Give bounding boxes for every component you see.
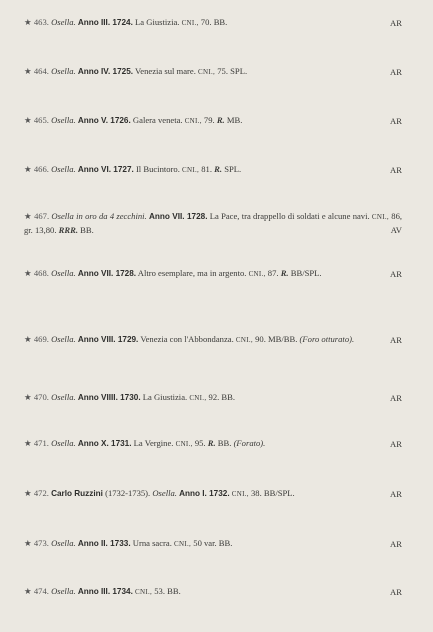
lot-metal: AR bbox=[390, 439, 402, 449]
lot-denomination: Osella in oro da 4 zecchini. bbox=[51, 211, 147, 221]
lot-note: (Foro otturato). bbox=[299, 334, 355, 344]
lot-year: Anno V. 1726. bbox=[77, 116, 131, 125]
lot-catalog-ref: CNI., bbox=[248, 270, 266, 278]
lot-number: ★ 466. bbox=[24, 164, 49, 174]
lot-472 bbox=[24, 487, 402, 501]
lot-rarity: R. bbox=[214, 164, 223, 174]
lot-metal: AR bbox=[390, 393, 402, 403]
lot-denomination: Osella. bbox=[51, 115, 76, 125]
lot-rarity: R. bbox=[280, 268, 289, 278]
lot-reference: 95. bbox=[194, 438, 206, 448]
lot-year: Anno VII. 1728. bbox=[77, 269, 137, 278]
lot-metal: AR bbox=[390, 18, 402, 28]
lot-catalog-ref: CNI., bbox=[135, 588, 153, 596]
lot-catalog-ref: CNI., bbox=[184, 117, 202, 125]
lot-denomination: Osella. bbox=[51, 538, 76, 548]
lot-metal: AR bbox=[390, 335, 402, 345]
lot-471 bbox=[24, 437, 402, 451]
lot-denomination: Osella. bbox=[51, 66, 76, 76]
lot-reference: 81. bbox=[201, 164, 212, 174]
lot-number: ★ 463. bbox=[24, 17, 49, 27]
lot-reference: 70. BB. bbox=[200, 17, 228, 27]
lot-catalog-ref: CNI., bbox=[198, 68, 216, 76]
lot-ruler: Carlo Ruzzini bbox=[51, 489, 103, 498]
lot-year: Anno I. 1732. bbox=[179, 489, 230, 498]
lot-denomination: Osella. bbox=[51, 17, 76, 27]
lot-reference: 86, gr. 13,80. bbox=[24, 211, 403, 235]
lot-467 bbox=[24, 210, 402, 237]
lot-metal: AR bbox=[390, 116, 402, 126]
lot-metal: AR bbox=[390, 539, 402, 549]
lot-grade: BB. bbox=[217, 438, 232, 448]
lot-463 bbox=[24, 16, 402, 30]
lot-number: ★ 474. bbox=[24, 586, 49, 596]
lot-metal: AV bbox=[390, 225, 402, 235]
lot-catalog-ref: CNI., bbox=[174, 540, 192, 548]
lot-466 bbox=[24, 163, 402, 177]
lot-denomination: Osella. bbox=[51, 164, 76, 174]
lot-denomination: Osella. bbox=[51, 392, 76, 402]
lot-description: La Pace, tra drappello di soldati e alcune navi. bbox=[209, 211, 370, 221]
lot-number: ★ 464. bbox=[24, 66, 49, 76]
lot-denomination: Osella. bbox=[51, 334, 76, 344]
lot-metal: AR bbox=[390, 165, 402, 175]
lot-reference: 79. bbox=[203, 115, 215, 125]
lot-description: La Vergine. bbox=[133, 438, 174, 448]
lot-year: Anno VIII. 1729. bbox=[77, 335, 139, 344]
lot-ruler-dates: (1732-1735). bbox=[105, 488, 151, 498]
lot-year: Anno VII. 1728. bbox=[148, 212, 208, 221]
lot-catalog-ref: CNI., bbox=[182, 166, 200, 174]
lot-metal: AR bbox=[390, 489, 402, 499]
lot-metal: AR bbox=[390, 67, 402, 77]
lot-catalog-ref: CNI., bbox=[175, 440, 193, 448]
lot-catalog-ref: CNI., bbox=[189, 394, 207, 402]
lot-reference: 38. BB/SPL. bbox=[250, 488, 295, 498]
lot-denomination: Osella. bbox=[51, 586, 76, 596]
lot-reference: 53. BB. bbox=[154, 586, 181, 596]
lot-grade: MB. bbox=[226, 115, 243, 125]
lot-description: Galera veneta. bbox=[132, 115, 183, 125]
lot-denomination: Osella. bbox=[51, 268, 76, 278]
lot-year: Anno II. 1733. bbox=[77, 539, 131, 548]
lot-rarity: R. bbox=[207, 438, 216, 448]
lot-denomination: Osella. bbox=[152, 488, 177, 498]
lot-number: ★ 472. bbox=[24, 488, 49, 498]
lot-description: Altro esemplare, ma in argento. bbox=[137, 268, 247, 278]
lot-number: ★ 473. bbox=[24, 538, 49, 548]
lot-464 bbox=[24, 65, 402, 79]
lot-description: Venezia con l'Abbondanza. bbox=[140, 334, 234, 344]
lot-reference: 92. BB. bbox=[208, 392, 236, 402]
lot-year: Anno VIIII. 1730. bbox=[77, 393, 141, 402]
lot-description: Il Bucintoro. bbox=[135, 164, 180, 174]
lot-year: Anno III. 1734. bbox=[77, 587, 133, 596]
lot-number: ★ 468. bbox=[24, 268, 49, 278]
lot-number: ★ 471. bbox=[24, 438, 49, 448]
lot-rarity: RRR. bbox=[58, 225, 78, 235]
lot-465 bbox=[24, 114, 402, 128]
lot-description: La Giustizia. bbox=[135, 17, 180, 27]
lot-number: ★ 467. bbox=[24, 211, 50, 221]
lot-metal: AR bbox=[390, 269, 402, 279]
lot-metal: AR bbox=[390, 587, 402, 597]
lot-468 bbox=[24, 267, 402, 281]
lot-reference: 87. bbox=[267, 268, 279, 278]
lot-catalog-ref: CNI., bbox=[371, 213, 389, 221]
lot-catalog-ref: CNI., bbox=[235, 336, 253, 344]
lot-denomination: Osella. bbox=[51, 438, 76, 448]
lot-reference: 90. MB/BB. bbox=[255, 334, 298, 344]
lot-year: Anno VI. 1727. bbox=[77, 165, 134, 174]
lot-grade: BB/SPL. bbox=[290, 268, 322, 278]
lot-number: ★ 470. bbox=[24, 392, 49, 402]
lot-grade: SPL. bbox=[224, 164, 242, 174]
lot-description: Venezia sul mare. bbox=[135, 66, 196, 76]
lot-rarity: R. bbox=[216, 115, 225, 125]
lot-year: Anno III. 1724. bbox=[77, 18, 133, 27]
lot-469 bbox=[24, 333, 402, 347]
lot-catalog-ref: CNI., bbox=[181, 19, 199, 27]
lot-year: Anno IV. 1725. bbox=[77, 67, 134, 76]
lot-470 bbox=[24, 391, 402, 405]
lot-catalog-ref: CNI., bbox=[231, 490, 249, 498]
lot-note: (Forato). bbox=[233, 438, 266, 448]
lot-473 bbox=[24, 537, 402, 551]
lot-474 bbox=[24, 585, 402, 599]
lot-number: ★ 465. bbox=[24, 115, 49, 125]
lot-year: Anno X. 1731. bbox=[77, 439, 132, 448]
lot-description: Urna sacra. bbox=[132, 538, 172, 548]
lot-description: La Giustizia. bbox=[142, 392, 188, 402]
lot-reference: 75. SPL. bbox=[217, 66, 248, 76]
lot-grade: BB. bbox=[80, 225, 94, 235]
lot-number: ★ 469. bbox=[24, 334, 49, 344]
lot-reference: 50 var. BB. bbox=[193, 538, 233, 548]
